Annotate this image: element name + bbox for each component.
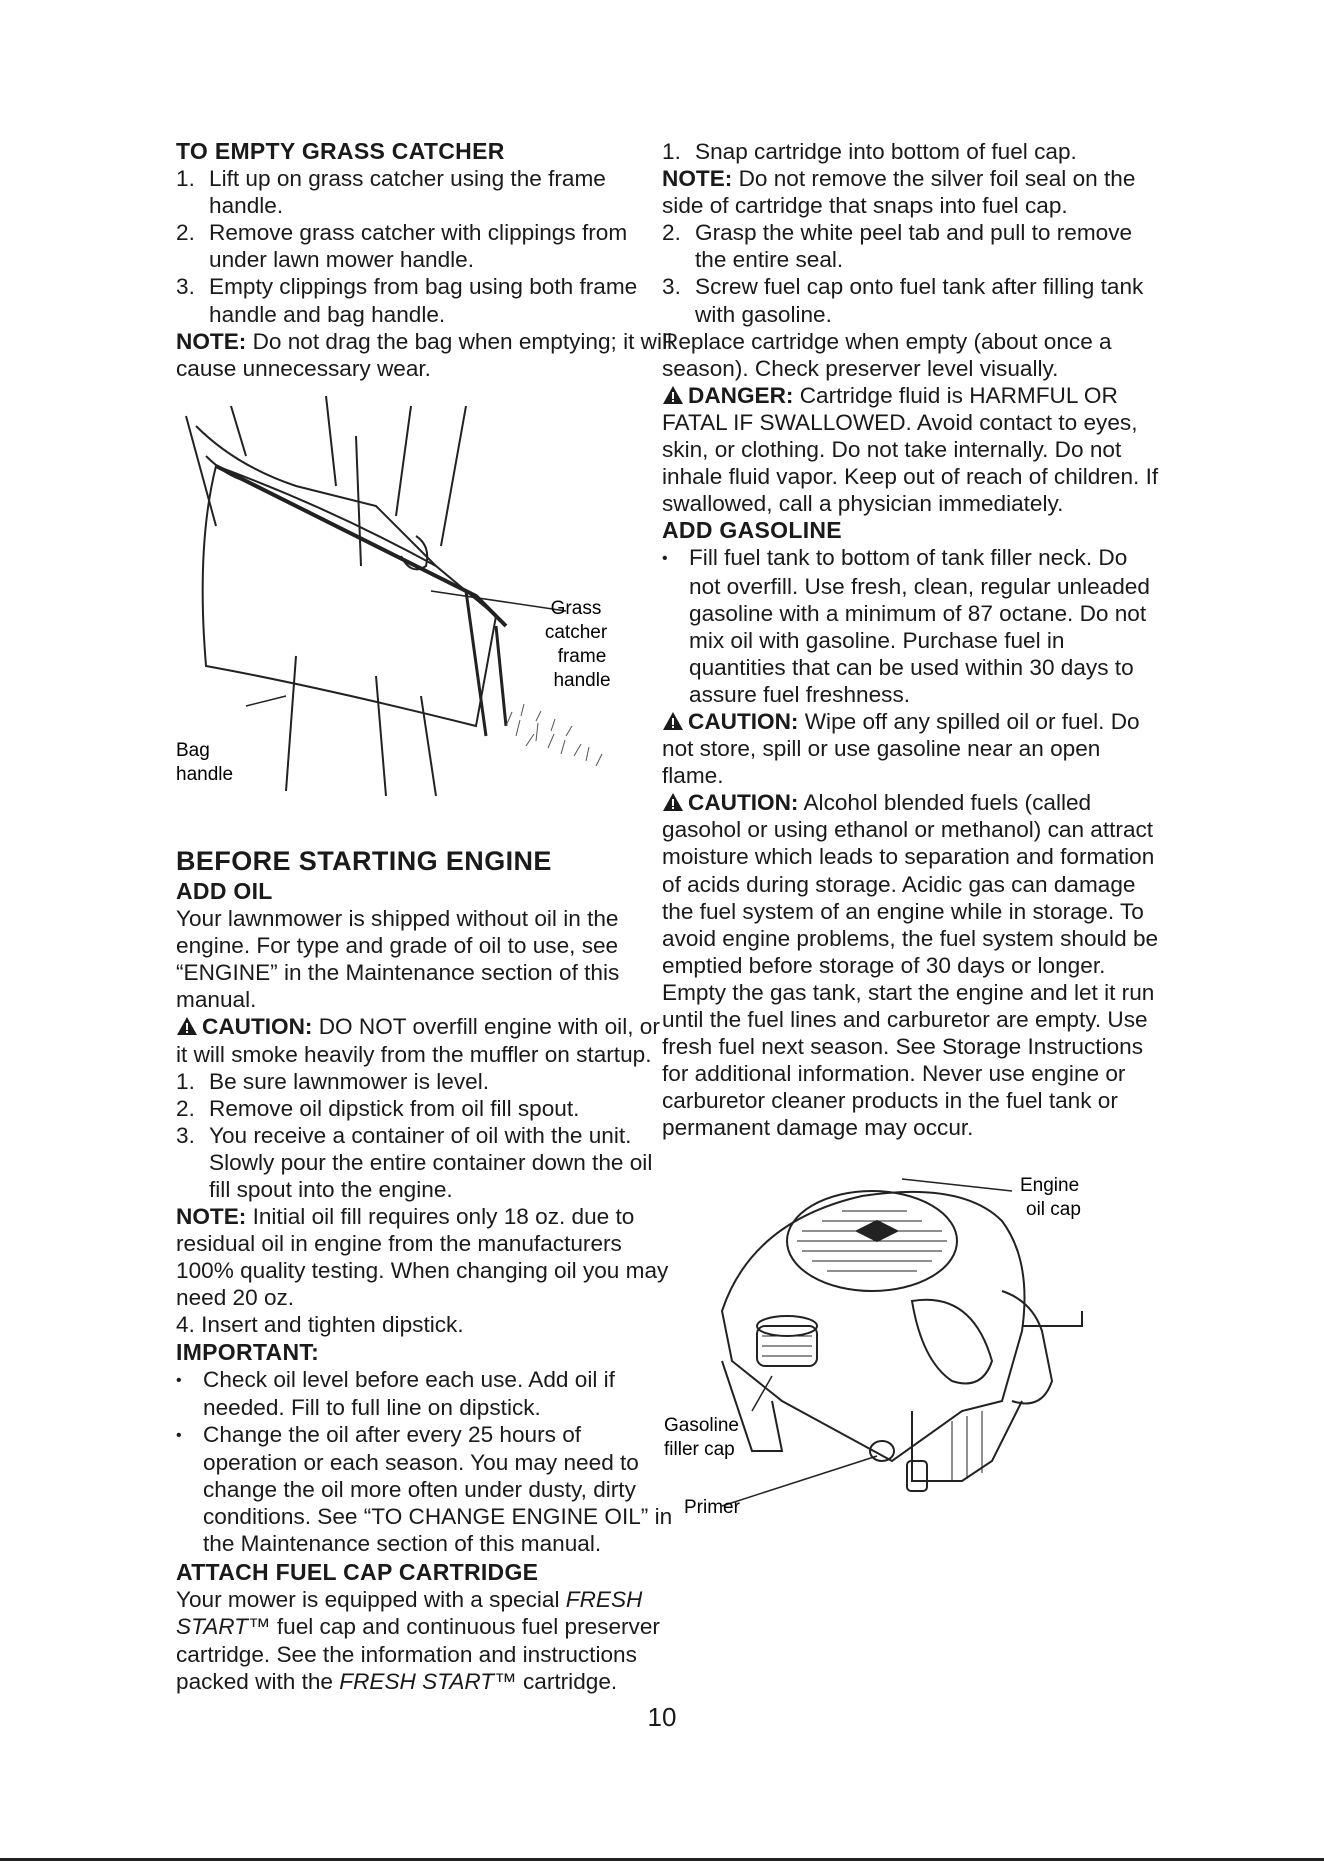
list-item: • Check oil level before each use. Add oil if needed. Fill to full line on dipstick. bbox=[176, 1366, 615, 1420]
list-item: 3. Screw fuel cap onto fuel tank after filling tank with gasoline. bbox=[662, 274, 1144, 327]
list-item: 3. You receive a container of oil with the unit. Slowly pour the entire container down the oil fill spout into the engine. bbox=[176, 1122, 653, 1202]
section-title-add-oil: ADD OIL bbox=[176, 877, 273, 904]
empty-steps-list bbox=[176, 165, 676, 328]
cartridge-step-1 bbox=[662, 138, 1160, 165]
caution-alcohol-fuels: CAUTION: Alcohol blended fuels (called gasohol or using ethanol or methanol) can attract moisture which leads to separation and formation of acids during storage. Acidic gas can damage the fuel system of an engine while in storage. To avoid engine problems, the fuel system should be emptied before storage of 30 days or longer. Empty the gas tank, start the engine and let it run until the fuel lines and carburetor are empty. Use fresh fuel next season. See Storage Instructions for additional information. Never use engine or carburetor cleaner products in the fuel tank or permanent damage may occur. bbox=[662, 790, 1159, 1141]
important-label: IMPORTANT: bbox=[176, 1338, 320, 1365]
section-title-fuel-cap: ATTACH FUEL CAP CARTRIDGE bbox=[176, 1559, 539, 1586]
list-item: 1. Be sure lawnmower is level. bbox=[176, 1068, 490, 1094]
label-primer: Primer bbox=[684, 1497, 740, 1519]
caution-spill: CAUTION: Wipe off any spilled oil or fuel. Do not store, spill or use gasoline near an open flame. bbox=[662, 708, 1140, 789]
engine-figure bbox=[662, 1161, 1160, 1521]
cartridge-steps-list bbox=[662, 219, 1160, 327]
list-item: • Fill fuel tank to bottom of tank filler neck. Do not overfill. Use fresh, clean, regular unleaded gasoline with a minimum of 87 octane. Do not mix oil with gasoline. Purchase fuel in quantities that can be used within 30 days to assure fuel freshness. bbox=[662, 545, 1150, 707]
oil-step-4: 4. Insert and tighten dipstick. bbox=[176, 1312, 464, 1338]
oil-steps-list bbox=[176, 1068, 676, 1203]
label-gasoline: Gasoline bbox=[664, 1415, 739, 1437]
oil-caution: CAUTION: DO NOT overfill engine with oil, or it will smoke heavily from the muffler on startup. bbox=[176, 1014, 660, 1067]
label-oil-cap: oil cap bbox=[1026, 1199, 1081, 1221]
warning-icon bbox=[662, 792, 684, 812]
grass-catcher-figure bbox=[176, 396, 676, 836]
oil-intro: Your lawnmower is shipped without oil in the engine. For type and grade of oil to use, see “ENGINE” in the Maintenance section of this manual. bbox=[176, 906, 620, 1013]
label-grass: Grass bbox=[550, 597, 602, 619]
fuel-cap-paragraph: Your mower is equipped with a special FRESH START™ fuel cap and continuous fuel preserver cartridge. See the information and instructions packed with the FRESH START™ cartridge. bbox=[176, 1587, 660, 1694]
left-column bbox=[176, 138, 676, 1695]
label-filler-cap: filler cap bbox=[664, 1439, 735, 1461]
important-list bbox=[176, 1366, 676, 1558]
label-frame: frame bbox=[557, 645, 607, 667]
gasoline-list bbox=[662, 544, 1160, 708]
cartridge-note: NOTE: Do not remove the silver foil seal on the side of cartridge that snaps into fuel cap. bbox=[662, 166, 1136, 219]
page-number: 10 bbox=[647, 1702, 677, 1732]
list-item: 2. Remove oil dipstick from oil fill spout. bbox=[176, 1095, 580, 1121]
warning-icon bbox=[176, 1016, 198, 1036]
label-catcher: catcher bbox=[544, 621, 608, 643]
list-item: 2. Remove grass catcher with clippings from under lawn mower handle. bbox=[176, 220, 628, 273]
list-item: • Change the oil after every 25 hours of operation or each season. You may need to change the oil more often under dusty, dirty conditions. See “TO CHANGE ENGINE OIL” in the Maintenance section of this manual. bbox=[176, 1421, 673, 1557]
oil-note: NOTE: Initial oil fill requires only 18 oz. due to residual oil in engine from the manufacturers 100% quality testing. When changing oil you may need 20 oz. bbox=[176, 1204, 669, 1311]
label-bag: Bag bbox=[176, 739, 210, 761]
list-item: 1. Snap cartridge into bottom of fuel cap. bbox=[662, 139, 1077, 164]
right-column bbox=[662, 138, 1160, 1521]
warning-icon bbox=[662, 385, 684, 405]
list-item: 1. Lift up on grass catcher using the frame handle. bbox=[176, 166, 606, 219]
bottom-rule bbox=[0, 1858, 1324, 1861]
danger-warning: DANGER: Cartridge fluid is HARMFUL OR FATAL IF SWALLOWED. Avoid contact to eyes, skin, or clothing. Do not take internally. Do not inhale fluid vapor. Keep out of reach of children. If swallowed, call a physician immediately. bbox=[662, 382, 1159, 517]
warning-icon bbox=[662, 711, 684, 731]
section-title-empty-grass-catcher: TO EMPTY GRASS CATCHER bbox=[176, 138, 505, 164]
label-bag-handle: handle bbox=[176, 763, 234, 785]
label-engine: Engine bbox=[1020, 1175, 1080, 1197]
empty-note: NOTE: Do not drag the bag when emptying; it will cause unnecessary wear. bbox=[176, 328, 673, 381]
replace-cartridge-text: Replace cartridge when empty (about once a season). Check preserver level visually. bbox=[662, 328, 1112, 381]
list-item: 3. Empty clippings from bag using both frame handle and bag handle. bbox=[176, 274, 638, 327]
section-title-before-starting: BEFORE STARTING ENGINE bbox=[176, 845, 552, 876]
list-item: 2. Grasp the white peel tab and pull to remove the entire seal. bbox=[662, 220, 1133, 273]
section-title-add-gasoline: ADD GASOLINE bbox=[662, 517, 842, 544]
label-handle: handle bbox=[553, 669, 611, 691]
